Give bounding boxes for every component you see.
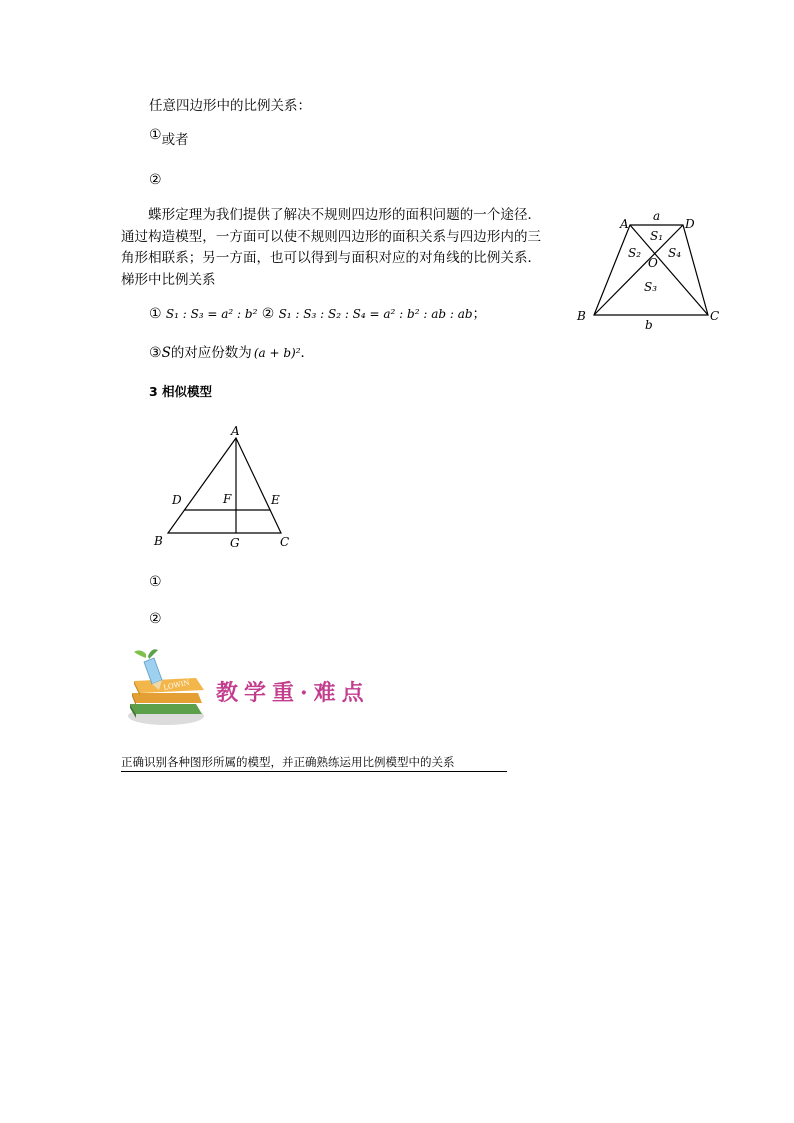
item-text: 或者: [161, 132, 189, 148]
label-s2: S₂: [628, 246, 642, 260]
item-end: ．: [300, 345, 315, 361]
label-a-vertex: A: [620, 217, 629, 231]
label-a: A: [231, 424, 240, 438]
label-b-side: b: [645, 318, 653, 332]
item-marker: ②: [149, 172, 162, 188]
label-e: E: [271, 493, 280, 507]
formula-line: [149, 305, 486, 323]
item-formula: (a + b)²: [253, 346, 301, 360]
label-b-vertex: B: [577, 309, 586, 323]
label-o-point: O: [648, 256, 658, 270]
formula-area-ratio: S₁ : S₃ = a² : b²: [165, 307, 258, 321]
label-s4: S₄: [668, 246, 682, 260]
similar-item-2: [149, 610, 162, 628]
list-item-1: [149, 127, 189, 149]
item-marker: ③: [149, 345, 162, 361]
formula-marker-1: ①: [149, 306, 162, 322]
formula-four-ratio: S₁ : S₃ : S₂ : S₄ = a² : b² : ab : ab: [278, 307, 473, 321]
list-item-3: [149, 344, 314, 362]
formula-end: ；: [472, 306, 487, 322]
label-d-vertex: D: [685, 217, 695, 231]
item-marker: ①: [149, 127, 162, 143]
list-item-2: [149, 171, 162, 189]
item-symbol: S: [161, 345, 171, 361]
books-icon: [128, 678, 204, 725]
trapezoid-figure: [572, 205, 728, 335]
label-f: F: [223, 492, 232, 506]
label-b: B: [154, 534, 163, 548]
item-marker: ①: [149, 574, 162, 590]
key-points-banner: [118, 648, 408, 730]
banner-title: 教学重·难点: [216, 680, 370, 706]
label-s1: S₁: [650, 229, 664, 243]
item-text: 的对应份数为: [170, 345, 252, 361]
label-s3: S₃: [644, 280, 658, 294]
label-g: G: [230, 536, 240, 550]
similar-item-1: [149, 573, 162, 591]
key-point-text: 正确识别各种图形所属的模型，并正确熟练运用比例模型中的关系: [121, 754, 507, 772]
books-icon-text: LOWIN: [162, 678, 191, 692]
butterfly-paragraph: [121, 205, 541, 291]
paragraph-text: 蝶形定理为我们提供了解决不规则四边形的面积问题的一个途径．通过构造模型，一方面可以使不规则四边形的面积关系与四边形内的三角形相联系；另一方面，也可以得到与面积对应的对角线的比例关系．梯形中比例关系: [121, 207, 541, 288]
section-heading-quadrilateral: 任意四边形中的比例关系：: [149, 98, 311, 114]
label-c-vertex: C: [710, 309, 720, 323]
triangle-lines: [168, 438, 281, 533]
triangle-figure: [150, 420, 300, 552]
label-c: C: [280, 535, 290, 549]
section-heading-similar: 3 相似模型: [149, 384, 213, 399]
triangle-outline: [168, 438, 281, 533]
label-a-side: a: [653, 209, 661, 223]
item-marker: ②: [149, 611, 162, 627]
label-d: D: [172, 493, 182, 507]
formula-marker-2: ②: [261, 306, 275, 322]
